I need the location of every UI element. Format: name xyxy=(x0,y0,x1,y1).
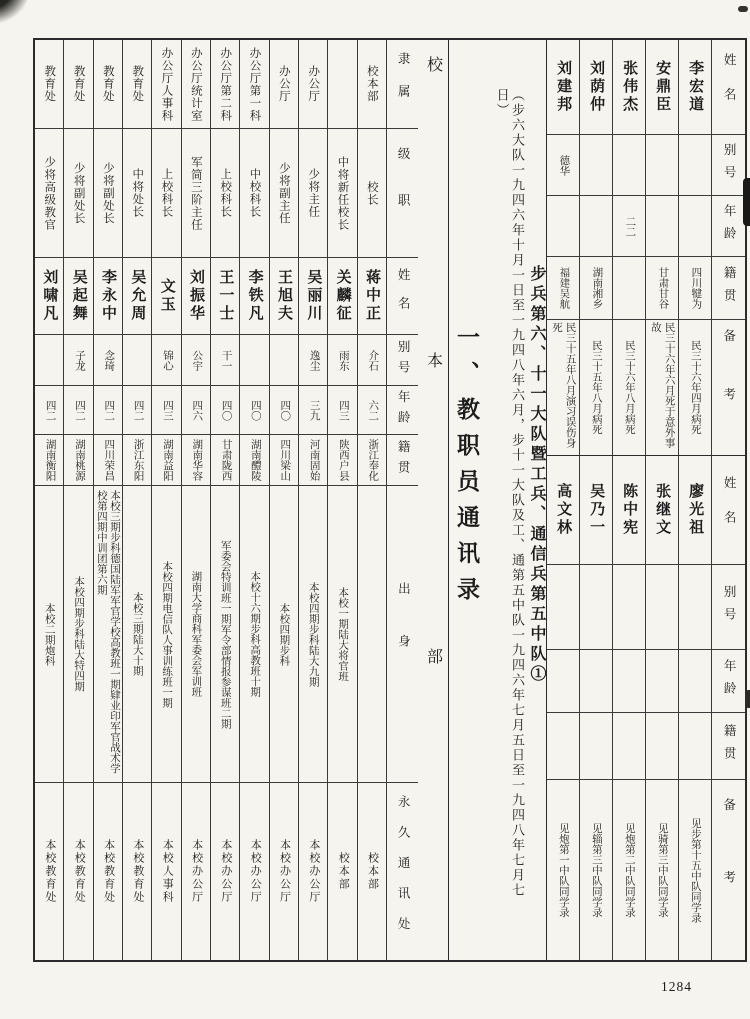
age-header: 年龄 xyxy=(387,385,418,434)
name-cell: 高文林 xyxy=(555,483,572,537)
unit-cell: 校本部 xyxy=(365,65,378,103)
memorial-table-header-column xyxy=(711,40,745,455)
name-header: 姓名 xyxy=(387,257,418,334)
age-cell: 四二 xyxy=(123,385,151,434)
section-label-column xyxy=(418,40,448,960)
crossref-table-header-column xyxy=(711,456,745,960)
table-row xyxy=(579,456,612,960)
age-cell: 四二 xyxy=(35,385,63,434)
alias-cell xyxy=(679,564,711,649)
name-cell: 王一士 xyxy=(211,257,239,334)
background-cell: 本校四期步科 xyxy=(270,485,298,782)
age-cell: 四六 xyxy=(182,385,210,434)
name-cell: 刘荫仲 xyxy=(588,60,605,114)
origin-cell xyxy=(613,256,645,319)
alias-cell xyxy=(613,564,645,649)
background-cell: 本校四期步科陆大九期 xyxy=(299,485,327,782)
rank-cell: 中校科长 xyxy=(240,128,268,257)
table-row xyxy=(547,456,579,960)
address-cell: 校本部 xyxy=(328,782,356,960)
unit-cell: 办公厅第二科 xyxy=(219,46,232,122)
name-cell: 李宏道 xyxy=(687,60,704,114)
age-cell: 六二 xyxy=(358,385,386,434)
background-cell: 本校四期步科陆大特四期 xyxy=(64,485,92,782)
alias-cell: 雨东 xyxy=(328,334,356,385)
origin-cell: 四川梁山 xyxy=(270,434,298,485)
rank-cell: 中将新任校长 xyxy=(328,128,356,257)
origin-cell: 湖南华容 xyxy=(182,434,210,485)
age-cell xyxy=(547,649,579,712)
rank-cell: 军简三阶主任 xyxy=(182,128,210,257)
background-header: 出身 xyxy=(387,485,418,782)
table-row xyxy=(678,456,711,960)
age-cell: 四〇 xyxy=(211,385,239,434)
address-header: 永久通讯处 xyxy=(387,782,418,960)
unit-cell xyxy=(328,40,356,128)
name-cell: 关麟征 xyxy=(328,257,356,334)
alias-cell xyxy=(646,564,678,649)
name-cell: 吴允周 xyxy=(123,257,151,334)
crossref-table xyxy=(547,455,745,960)
age-cell: 四二 xyxy=(94,385,122,434)
table-row xyxy=(645,40,678,455)
age-cell xyxy=(580,649,612,712)
rank-cell: 上校科长 xyxy=(152,128,180,257)
unit-header: 隶属 xyxy=(396,51,411,117)
name-cell: 张继文 xyxy=(654,483,671,537)
alias-cell: 念琦 xyxy=(94,334,122,385)
address-cell: 本校教育处 xyxy=(64,782,92,960)
background-cell: 本校二期炮科 xyxy=(35,485,63,782)
alias-cell: 子龙 xyxy=(64,334,92,385)
age-cell xyxy=(646,195,678,256)
age-cell xyxy=(646,649,678,712)
origin-cell: 湖南益阳 xyxy=(152,434,180,485)
rank-cell: 少将主任 xyxy=(299,128,327,257)
notes-cell: 见辎第三中队同学录 xyxy=(580,779,612,960)
alias-cell xyxy=(580,134,612,195)
origin-cell: 四川荣昌 xyxy=(94,434,122,485)
scan-artifact-edge xyxy=(743,178,750,226)
notes-cell: 民三十六年四月病死 xyxy=(679,319,711,455)
name-cell: 陈中宪 xyxy=(621,483,638,537)
name-cell: 李铁凡 xyxy=(240,257,268,334)
rank-cell: 中将处长 xyxy=(123,128,151,257)
notes-cell: 民三十五年八月病死 xyxy=(580,319,612,455)
rank-cell: 少将副处长 xyxy=(94,128,122,257)
alias-cell: 干一 xyxy=(211,334,239,385)
table-row xyxy=(35,40,63,960)
name-cell: 安鼎臣 xyxy=(654,60,671,114)
alias-header: 别号 xyxy=(712,564,745,649)
origin-cell: 浙江东阳 xyxy=(123,434,151,485)
table-row xyxy=(612,40,645,455)
age-cell: 四三 xyxy=(152,385,180,434)
name-header: 姓名 xyxy=(722,52,737,122)
background-cell: 本校四期电信队人事训练班一期 xyxy=(152,485,180,782)
alias-header: 别号 xyxy=(712,134,745,195)
scan-artifact-corner xyxy=(0,0,30,24)
origin-cell: 浙江奉化 xyxy=(358,434,386,485)
address-cell: 校本部 xyxy=(358,782,386,960)
table-row xyxy=(645,456,678,960)
origin-cell: 河南固始 xyxy=(299,434,327,485)
alias-cell: 锦心 xyxy=(152,334,180,385)
main-title: 步兵第六、十一大队暨工兵、通信兵第五中队① xyxy=(528,265,545,685)
background-cell: 军委会特训班一期军令部情报参谋班二期 xyxy=(211,485,239,782)
background-cell xyxy=(358,485,386,782)
age-cell: 四〇 xyxy=(240,385,268,434)
table-frame xyxy=(33,38,747,962)
address-cell: 本校办公厅 xyxy=(270,782,298,960)
alias-cell xyxy=(240,334,268,385)
name-cell: 文玉 xyxy=(152,257,180,334)
background-cell: 本校三期步科德国陆军军官学校高教班一期肄业印军官战术学校第四期中训团第六期 xyxy=(94,485,122,782)
address-cell: 本校办公厅 xyxy=(211,782,239,960)
table-row xyxy=(151,40,180,960)
address-cell: 本校教育处 xyxy=(123,782,151,960)
origin-cell: 甘肃陇西 xyxy=(211,434,239,485)
rank-cell: 上校科长 xyxy=(211,128,239,257)
origin-cell: 陕西户县 xyxy=(328,434,356,485)
notes-cell: 民三十六年八月病死 xyxy=(613,319,645,455)
origin-header: 籍贯 xyxy=(712,712,745,779)
notes-header: 备考 xyxy=(712,779,745,960)
origin-cell: 甘肃甘谷 xyxy=(646,256,678,319)
age-cell xyxy=(580,195,612,256)
table-row xyxy=(298,40,327,960)
notes-cell: 见炮第二中队同学录 xyxy=(613,779,645,960)
alias-cell: 逸尘 xyxy=(299,334,327,385)
background-cell: 本校十六期步科高教班十期 xyxy=(240,485,268,782)
table-row xyxy=(93,40,122,960)
background-cell: 湖南大学商科军委会军训班 xyxy=(182,485,210,782)
rank-cell: 少将高级教官 xyxy=(35,128,63,257)
origin-cell xyxy=(547,712,579,779)
table-row xyxy=(122,40,151,960)
unit-cell: 办公厅第一科 xyxy=(248,46,261,122)
age-cell: 四三 xyxy=(328,385,356,434)
rank-header: 级职 xyxy=(387,128,418,257)
table-row xyxy=(357,40,386,960)
unit-cell: 教育处 xyxy=(72,65,85,103)
address-cell: 本校办公厅 xyxy=(182,782,210,960)
table-row xyxy=(678,40,711,455)
alias-cell: 公宇 xyxy=(182,334,210,385)
alias-cell xyxy=(123,334,151,385)
alias-cell: 介石 xyxy=(358,334,386,385)
name-cell: 蒋中正 xyxy=(358,257,386,334)
staff-table xyxy=(35,40,449,960)
scan-artifact-edge xyxy=(738,6,748,12)
notes-cell: 民三十六年六月死于意外事故 xyxy=(646,319,678,455)
table-row xyxy=(63,40,92,960)
age-cell xyxy=(613,649,645,712)
alias-cell xyxy=(646,134,678,195)
unit-cell: 教育处 xyxy=(43,65,56,103)
right-tables xyxy=(546,40,745,960)
table-row xyxy=(181,40,210,960)
age-cell: 三九 xyxy=(299,385,327,434)
section-title: 一、教职员通讯录 xyxy=(454,325,479,613)
name-cell: 刘建邦 xyxy=(555,60,572,114)
name-cell: 吴起舞 xyxy=(64,257,92,334)
memorial-table xyxy=(547,40,745,455)
origin-cell: 湖南衡阳 xyxy=(35,434,63,485)
name-cell: 刘振华 xyxy=(182,257,210,334)
unit-cell: 教育处 xyxy=(131,65,144,103)
origin-cell: 湖南醴陵 xyxy=(240,434,268,485)
address-cell: 本校人事科 xyxy=(152,782,180,960)
alias-cell xyxy=(547,564,579,649)
origin-cell: 四川犍为 xyxy=(679,256,711,319)
age-cell xyxy=(679,649,711,712)
name-header: 姓名 xyxy=(722,475,737,545)
alias-header: 别号 xyxy=(387,334,418,385)
scan-artifact-edge xyxy=(745,690,750,708)
address-cell: 本校办公厅 xyxy=(299,782,327,960)
alias-cell xyxy=(679,134,711,195)
rank-cell: 校长 xyxy=(358,128,386,257)
unit-cell: 办公厅 xyxy=(277,65,290,103)
table-row xyxy=(579,40,612,455)
address-cell: 本校教育处 xyxy=(94,782,122,960)
address-cell: 本校办公厅 xyxy=(240,782,268,960)
section-label: 校本部 xyxy=(424,56,442,944)
table-row xyxy=(547,40,579,455)
notes-cell: 见炮第一中队同学录 xyxy=(547,779,579,960)
notes-cell: 见步第十五中队同学录 xyxy=(679,779,711,960)
age-cell: 四〇 xyxy=(270,385,298,434)
name-cell: 张伟杰 xyxy=(621,60,638,114)
origin-cell xyxy=(646,712,678,779)
unit-cell: 办公厅统计室 xyxy=(189,46,202,122)
notes-header: 备考 xyxy=(712,319,745,455)
unit-cell: 办公厅 xyxy=(307,65,320,103)
unit-cell: 教育处 xyxy=(101,65,114,103)
page-number: 1284 xyxy=(661,979,692,994)
alias-cell: 德华 xyxy=(547,134,579,195)
table-row xyxy=(269,40,298,960)
origin-cell xyxy=(580,712,612,779)
origin-cell xyxy=(613,712,645,779)
notes-cell: 民三十五年八月演习误伤身死 xyxy=(547,319,579,455)
address-cell: 本校教育处 xyxy=(35,782,63,960)
origin-header: 籍贯 xyxy=(387,434,418,485)
rank-cell: 少将副处长 xyxy=(64,128,92,257)
notes-cell: 见骑第三中队同学录 xyxy=(646,779,678,960)
background-cell: 本校三期陆大十期 xyxy=(123,485,151,782)
origin-cell: 湖南桃源 xyxy=(64,434,92,485)
origin-header: 籍贯 xyxy=(712,256,745,319)
rank-cell: 少将副主任 xyxy=(270,128,298,257)
date-note: （步六大队一九四六年十月一日至一九四八年六月，步十一大队及工、通第五中队一九四六年七月五日至一九四八年七月七日） xyxy=(494,88,525,898)
age-cell: 二二 xyxy=(613,195,645,256)
background-cell: 本校一期陆大将官班 xyxy=(328,485,356,782)
age-header: 年龄 xyxy=(712,195,745,256)
unit-cell: 办公厅人事科 xyxy=(160,46,173,122)
table-row xyxy=(239,40,268,960)
age-cell xyxy=(547,195,579,256)
table-row xyxy=(210,40,239,960)
origin-cell: 福建吴航 xyxy=(547,256,579,319)
name-cell: 李永中 xyxy=(94,257,122,334)
table-row xyxy=(612,456,645,960)
name-cell: 廖光祖 xyxy=(687,483,704,537)
age-header: 年龄 xyxy=(712,649,745,712)
alias-cell xyxy=(580,564,612,649)
age-cell: 四二 xyxy=(64,385,92,434)
origin-cell: 湖南湘乡 xyxy=(580,256,612,319)
alias-cell xyxy=(270,334,298,385)
age-cell xyxy=(679,195,711,256)
name-cell: 吴乃一 xyxy=(588,483,605,537)
origin-cell xyxy=(679,712,711,779)
alias-cell xyxy=(613,134,645,195)
table-row xyxy=(327,40,356,960)
staff-table-header-column xyxy=(386,40,418,960)
alias-cell xyxy=(35,334,63,385)
name-cell: 吴丽川 xyxy=(299,257,327,334)
name-cell: 王旭夫 xyxy=(270,257,298,334)
name-cell: 刘啸凡 xyxy=(35,257,63,334)
